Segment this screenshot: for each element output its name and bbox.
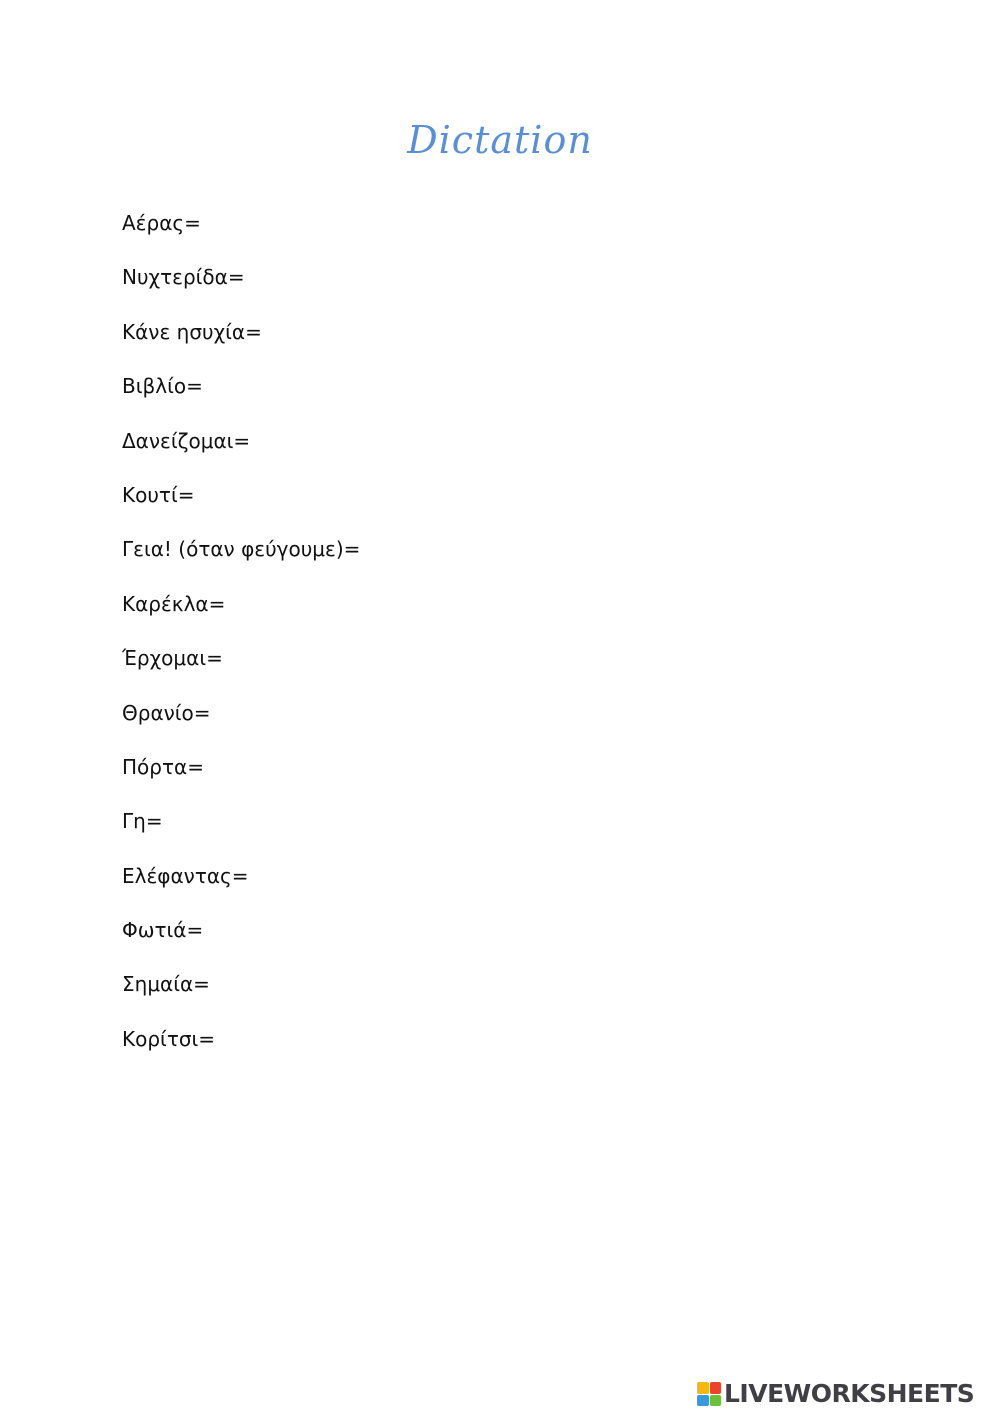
list-item: Αέρας= (122, 211, 201, 235)
list-item: Βιβλίο= (122, 374, 203, 399)
list-item: Θρανίο= (122, 700, 211, 725)
list-item: Έρχομαι= (122, 646, 223, 671)
list-item: Ελέφαντας= (122, 863, 249, 888)
liveworksheets-logo (697, 1380, 974, 1408)
list-item: Νυχτερίδα= (122, 265, 245, 290)
list-item: Γη= (122, 809, 163, 834)
page-title: Dictation (407, 118, 593, 162)
list-item: Γεια! (όταν φεύγουμε)= (122, 537, 361, 562)
list-item: Καρέκλα= (122, 591, 226, 616)
list-item: Σημαία= (122, 972, 210, 997)
list-item: Κορίτσι= (122, 1026, 216, 1051)
logo-text: LIVEWORKSHEETS (724, 1379, 975, 1408)
list-item: Κουτί= (122, 482, 195, 507)
list-item: Κάνε ησυχία= (122, 319, 262, 344)
list-item: Φωτιά= (122, 918, 204, 943)
list-item: Δανείζομαι= (122, 428, 251, 453)
list-item: Πόρτα= (122, 754, 204, 779)
liveworksheets-logo-icon (697, 1382, 721, 1406)
dictation-list (122, 206, 360, 1076)
